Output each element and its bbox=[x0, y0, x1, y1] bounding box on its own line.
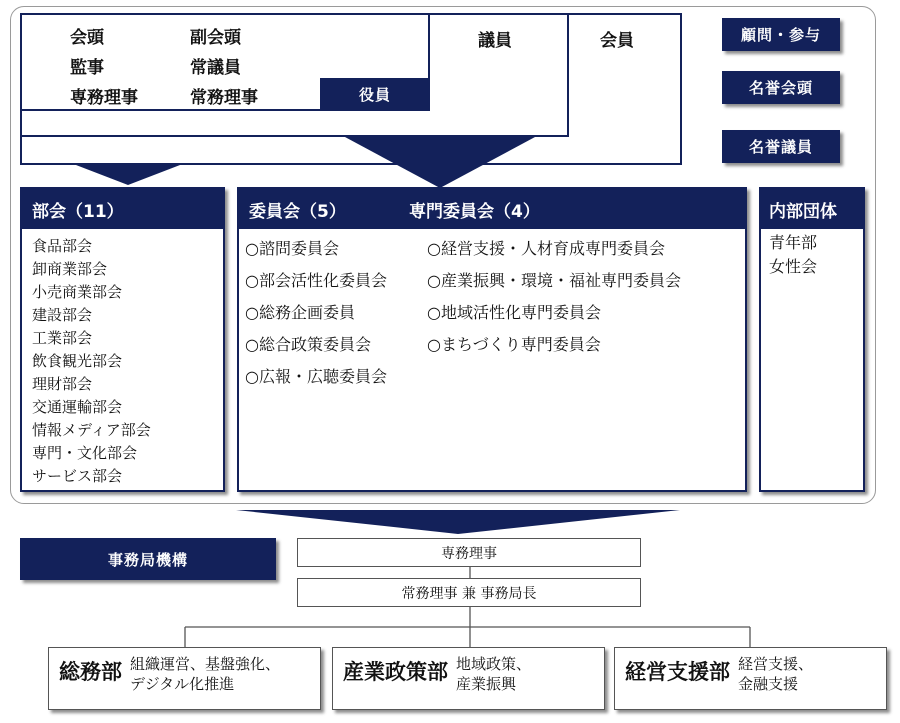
list-item: 工業部会 bbox=[32, 329, 93, 347]
dept-desc-line: 経営支援、 bbox=[738, 655, 814, 673]
dept-name: 経営支援部 bbox=[625, 660, 730, 684]
arrow-to-bukai bbox=[76, 165, 180, 185]
bukai-list bbox=[22, 229, 223, 488]
senmon-title: 専門委員会（4） bbox=[409, 201, 540, 222]
list-item: 小売商業部会 bbox=[32, 283, 123, 301]
bukai-title: 部会（11） bbox=[22, 189, 223, 229]
office-senmu-riji: 専務理事 bbox=[297, 538, 641, 567]
officer-kanji: 監事 bbox=[70, 58, 104, 78]
list-item: ○まちづくり専門委員会 bbox=[427, 335, 601, 354]
officer-senmu-riji: 専務理事 bbox=[70, 88, 138, 108]
list-item: 女性会 bbox=[769, 257, 818, 276]
dept-desc-line: デジタル化推進 bbox=[130, 675, 235, 693]
iinkai-panel bbox=[237, 187, 747, 492]
iinkai-title: 委員会（5） bbox=[249, 201, 346, 222]
dept-desc-line: 産業振興 bbox=[456, 675, 517, 693]
senmon-list bbox=[427, 233, 681, 361]
honorary-president-label: 名誉会頭 bbox=[722, 71, 840, 104]
office-director: 常務理事 兼 事務局長 bbox=[297, 578, 641, 607]
dept-desc bbox=[456, 654, 531, 694]
naibu-list bbox=[761, 229, 863, 279]
list-item: 交通運輸部会 bbox=[32, 398, 123, 416]
dept-somu bbox=[48, 647, 321, 710]
dept-desc-line: 金融支援 bbox=[738, 675, 799, 693]
list-item: ○総務企画委員 bbox=[245, 303, 355, 322]
yakuin-label: 役員 bbox=[320, 78, 430, 111]
list-item: 理財部会 bbox=[32, 375, 93, 393]
list-item: ○産業振興・環境・福祉専門委員会 bbox=[427, 271, 681, 290]
dept-sangyo-seisaku bbox=[332, 647, 605, 710]
list-item: ○部会活性化委員会 bbox=[245, 271, 387, 290]
dept-name: 産業政策部 bbox=[343, 660, 448, 684]
dept-desc-line: 地域政策、 bbox=[456, 655, 532, 673]
dept-desc bbox=[738, 654, 813, 694]
list-item: 青年部 bbox=[769, 233, 818, 252]
officer-jomu-riji: 常務理事 bbox=[190, 88, 258, 108]
list-item: ○地域活性化専門委員会 bbox=[427, 303, 601, 322]
naibu-title: 内部団体 bbox=[761, 189, 863, 229]
officer-fukukaito: 副会頭 bbox=[190, 28, 241, 48]
arrow-to-iinkai bbox=[345, 137, 535, 188]
list-item: ○経営支援・人材育成専門委員会 bbox=[427, 239, 665, 258]
list-item: 飲食観光部会 bbox=[32, 352, 123, 370]
arrow-to-office bbox=[236, 510, 680, 534]
giin-label: 議員 bbox=[478, 31, 512, 51]
bukai-panel bbox=[20, 187, 225, 492]
dept-keiei-shien bbox=[614, 647, 887, 710]
list-item: ○総合政策委員会 bbox=[245, 335, 371, 354]
advisor-label: 顧問・参与 bbox=[722, 18, 840, 51]
officer-jogiin: 常議員 bbox=[190, 58, 241, 78]
naibu-panel bbox=[759, 187, 865, 492]
list-item: 建設部会 bbox=[32, 306, 93, 324]
honorary-member-label: 名誉議員 bbox=[722, 130, 840, 163]
dept-name: 総務部 bbox=[59, 660, 122, 684]
list-item: 情報メディア部会 bbox=[32, 421, 151, 439]
list-item: 卸商業部会 bbox=[32, 260, 108, 278]
kaiin-label: 会員 bbox=[600, 31, 634, 51]
officer-kaito: 会頭 bbox=[70, 28, 104, 48]
list-item: サービス部会 bbox=[32, 467, 123, 485]
list-item: ○広報・広聴委員会 bbox=[245, 367, 387, 386]
office-label: 事務局機構 bbox=[20, 538, 276, 580]
list-item: ○諮問委員会 bbox=[245, 239, 339, 258]
iinkai-list bbox=[245, 233, 387, 393]
dept-desc-line: 組織運営、基盤強化、 bbox=[130, 655, 281, 673]
list-item: 専門・文化部会 bbox=[32, 444, 138, 462]
iinkai-header bbox=[239, 189, 745, 229]
list-item: 食品部会 bbox=[32, 237, 93, 255]
dept-desc bbox=[130, 654, 280, 694]
